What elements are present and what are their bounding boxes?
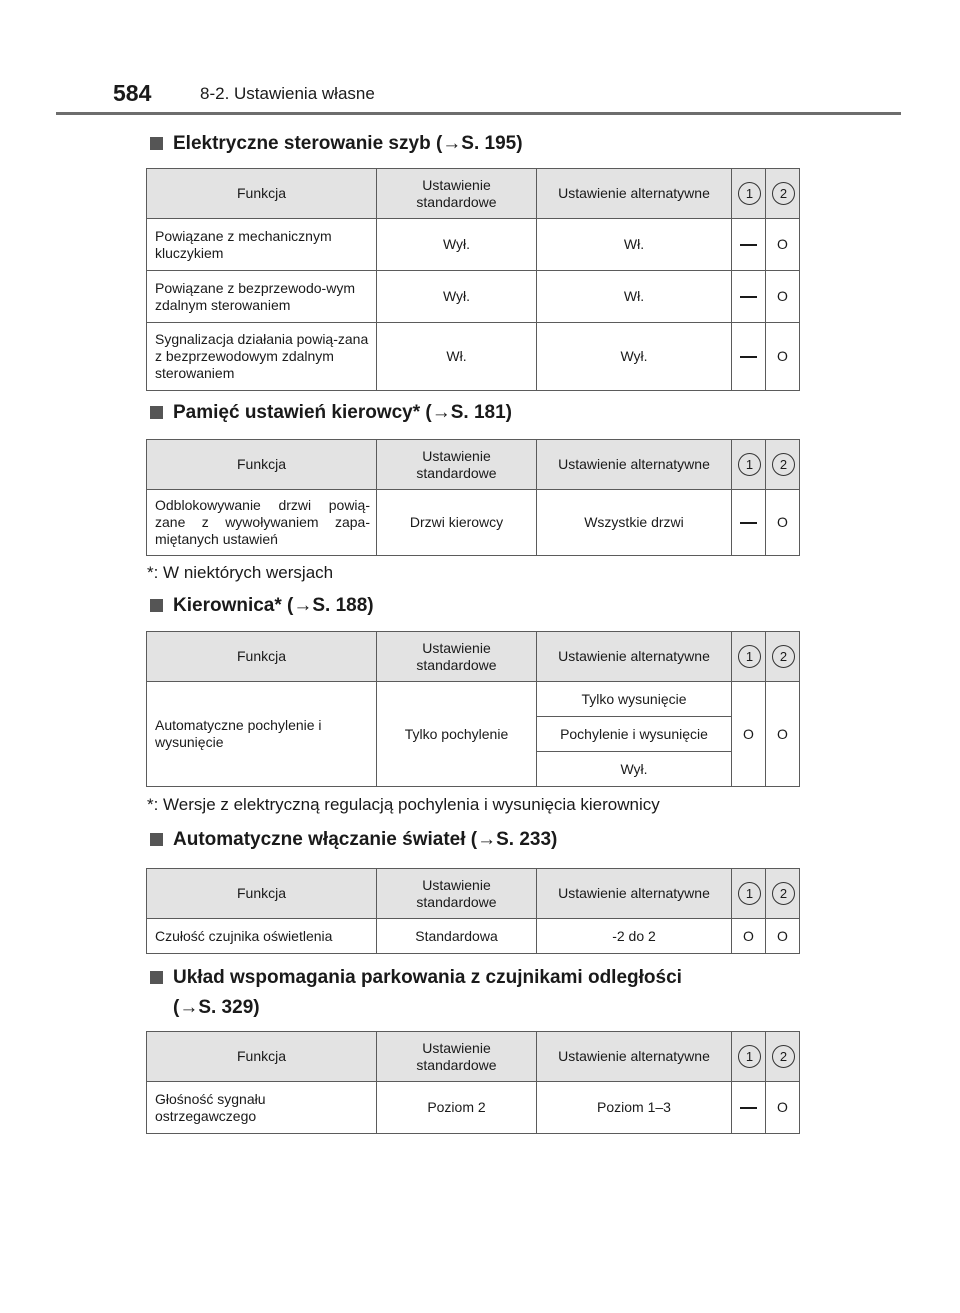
table-row <box>147 919 800 954</box>
cell-alternative: Pochylenie i wysunięcie <box>537 717 732 752</box>
section-title: Elektryczne sterowanie szyb (→S. 195) <box>173 133 523 154</box>
cell-function: Głośność sygnału ostrzegawczego <box>147 1082 377 1134</box>
dash-icon <box>740 1107 757 1109</box>
cell-alternative: Tylko wysunięcie <box>537 682 732 717</box>
header-alternative: Ustawienie alternatywne <box>537 869 732 919</box>
cell-default: Wył. <box>377 271 537 323</box>
cell-alternative: Poziom 1–3 <box>537 1082 732 1134</box>
header-function: Funkcja <box>147 632 377 682</box>
section-heading <box>150 826 557 853</box>
circled-one-icon: 1 <box>738 182 761 205</box>
cell-col-1 <box>732 219 766 271</box>
header-alternative: Ustawienie alternatywne <box>537 1032 732 1082</box>
header-col-2 <box>766 440 800 490</box>
cell-default: Tylko pochylenie <box>377 682 537 787</box>
header-col-2 <box>766 869 800 919</box>
header-default: Ustawienie standardowe <box>377 869 537 919</box>
cell-function: Powiązane z mechanicznym kluczykiem <box>147 219 377 271</box>
section-title: Kierownica* (→S. 188) <box>173 595 374 616</box>
header-default: Ustawienie standardowe <box>377 632 537 682</box>
cell-function: Powiązane z bezprzewodo-wym zdalnym sterowaniem <box>147 271 377 323</box>
cell-alternative: Wył. <box>537 752 732 787</box>
table-row <box>147 682 800 717</box>
circled-two-icon: 2 <box>772 182 795 205</box>
table-header-row <box>147 440 800 490</box>
section-heading <box>150 130 523 157</box>
circled-two-icon: 2 <box>772 453 795 476</box>
cell-col-2: O <box>766 271 800 323</box>
cell-function: Sygnalizacja działania powią-zana z bezprzewodowym zdalnym sterowaniem <box>147 323 377 391</box>
table-header-row <box>147 869 800 919</box>
cell-col-1 <box>732 271 766 323</box>
footnote: *: Wersje z elektryczną regulacją pochylenia i wysunięcia kierownicy <box>147 795 660 814</box>
dash-icon <box>740 356 757 358</box>
page-header <box>0 0 960 116</box>
dash-icon <box>740 522 757 524</box>
square-bullet-icon <box>150 833 163 846</box>
header-divider <box>56 112 901 115</box>
cell-col-2: O <box>766 682 800 787</box>
header-col-2 <box>766 1032 800 1082</box>
cell-col-2: O <box>766 919 800 954</box>
settings-table <box>146 868 800 954</box>
table-row <box>147 1082 800 1134</box>
section-title: Układ wspomagania parkowania z czujnikami odległości <box>173 967 682 988</box>
cell-col-2: O <box>766 323 800 391</box>
cell-col-1 <box>732 490 766 556</box>
table-header-row <box>147 1032 800 1082</box>
circled-two-icon: 2 <box>772 645 795 668</box>
header-col-2 <box>766 169 800 219</box>
header-alternative: Ustawienie alternatywne <box>537 440 732 490</box>
footnote: *: W niektórych wersjach <box>147 563 334 582</box>
cell-alternative: Wł. <box>537 219 732 271</box>
cell-alternative: Wł. <box>537 271 732 323</box>
square-bullet-icon <box>150 971 163 984</box>
circled-two-icon: 2 <box>772 1045 795 1068</box>
cell-col-1: O <box>732 919 766 954</box>
circled-two-icon: 2 <box>772 882 795 905</box>
chapter-title: 8-2. Ustawienia własne <box>200 84 375 103</box>
square-bullet-icon <box>150 599 163 612</box>
header-alternative: Ustawienie alternatywne <box>537 169 732 219</box>
section-title-reference: (→S. 329) <box>173 997 260 1018</box>
header-col-1 <box>732 632 766 682</box>
section-heading <box>150 964 682 1021</box>
cell-default: Poziom 2 <box>377 1082 537 1134</box>
section-title: Pamięć ustawień kierowcy* (→S. 181) <box>173 402 512 423</box>
dash-icon <box>740 244 757 246</box>
header-col-1 <box>732 169 766 219</box>
circled-one-icon: 1 <box>738 453 761 476</box>
dash-icon <box>740 296 757 298</box>
cell-col-2: O <box>766 1082 800 1134</box>
cell-alternative: Wszystkie drzwi <box>537 490 732 556</box>
table-row <box>147 219 800 271</box>
circled-one-icon: 1 <box>738 1045 761 1068</box>
header-function: Funkcja <box>147 1032 377 1082</box>
settings-table <box>146 439 800 556</box>
cell-function: Odblokowywanie drzwi powią-zane z wywoływaniem zapa-miętanych ustawień <box>147 490 377 556</box>
header-col-1 <box>732 869 766 919</box>
settings-table <box>146 1031 800 1134</box>
cell-col-1 <box>732 1082 766 1134</box>
section-heading <box>150 592 374 619</box>
header-default: Ustawienie standardowe <box>377 1032 537 1082</box>
cell-function: Czułość czujnika oświetlenia <box>147 919 377 954</box>
header-col-1 <box>732 1032 766 1082</box>
cell-col-2: O <box>766 490 800 556</box>
cell-alternative: -2 do 2 <box>537 919 732 954</box>
table-header-row <box>147 632 800 682</box>
circled-one-icon: 1 <box>738 882 761 905</box>
header-default: Ustawienie standardowe <box>377 169 537 219</box>
table-row <box>147 323 800 391</box>
circled-one-icon: 1 <box>738 645 761 668</box>
cell-col-2: O <box>766 219 800 271</box>
cell-col-1 <box>732 323 766 391</box>
cell-default: Drzwi kierowcy <box>377 490 537 556</box>
cell-function: Automatyczne pochylenie i wysunięcie <box>147 682 377 787</box>
table-row <box>147 271 800 323</box>
header-function: Funkcja <box>147 440 377 490</box>
header-col-2 <box>766 632 800 682</box>
cell-alternative: Wył. <box>537 323 732 391</box>
header-alternative: Ustawienie alternatywne <box>537 632 732 682</box>
header-default: Ustawienie standardowe <box>377 440 537 490</box>
header-col-1 <box>732 440 766 490</box>
cell-default: Wył. <box>377 219 537 271</box>
header-function: Funkcja <box>147 169 377 219</box>
table-row <box>147 490 800 556</box>
section-heading <box>150 399 512 426</box>
settings-table <box>146 168 800 391</box>
settings-table <box>146 631 800 787</box>
cell-col-1: O <box>732 682 766 787</box>
header-function: Funkcja <box>147 869 377 919</box>
page-number: 584 <box>113 80 152 106</box>
cell-default: Wł. <box>377 323 537 391</box>
square-bullet-icon <box>150 406 163 419</box>
square-bullet-icon <box>150 137 163 150</box>
section-title: Automatyczne włączanie świateł (→S. 233) <box>173 829 558 850</box>
table-header-row <box>147 169 800 219</box>
cell-default: Standardowa <box>377 919 537 954</box>
